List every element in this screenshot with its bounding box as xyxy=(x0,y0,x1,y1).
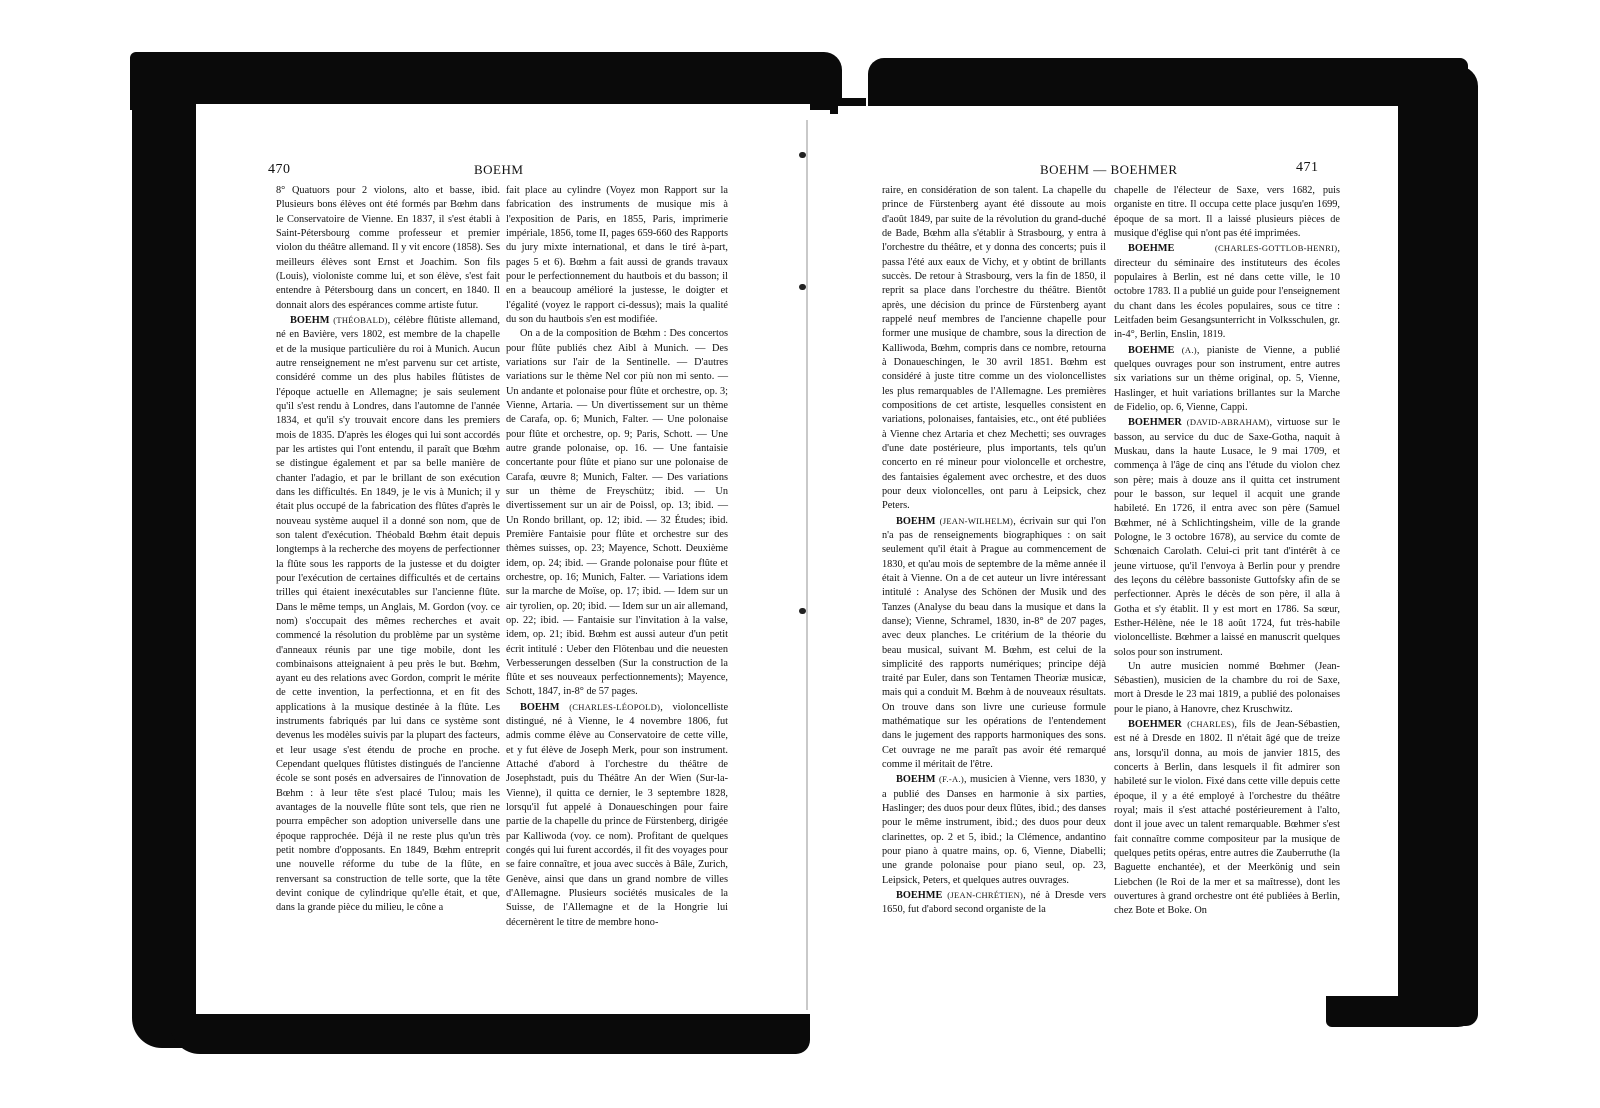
entry-text: 8° Quatuors pour 2 violons, alto et basse, ibid. Plusieurs bons élèves ont été formés par Bœhm dans le Conservatoire de Vienne. En 1837, il s'est établi à Saint-Pétersbourg comme professeur et premier violon du théâtre allemand. Il y vit encore (1858). Ses meilleurs élèves sont Ernst et Joachim. Son fils (Louis), violoniste comme lui, et son élève, s'est fait entendre à Pétersbourg dans un concert, en 1840. Il donnait alors des espérances comme artiste futur. xyxy=(276,185,500,311)
entry-headword: BOEHME xyxy=(896,890,943,902)
entry-qualifier: (DAVID-ABRAHAM) xyxy=(1186,417,1270,428)
left-page-number: 470 xyxy=(268,162,291,177)
entry-qualifier: (CHARLES-GOTTLOB-HENRI) xyxy=(1214,243,1338,254)
entry-paragraph xyxy=(1114,241,1340,342)
entry-text: , fils de Jean-Sébastien, est né à Dresde en 1802. Il n'était âgé que de treize ans, lorsqu'il donna, au mois de janvier 1815, des concerts à Berlin, dans lesquels il fit admirer son habileté sur le violon. Fixé dans cette ville depuis cette époque, il y a été employé à l'orchestre du théâtre royal; mais il s'est attaché postérieurement à l'alto, dont il joue avec un talent remarquable. Bœhmer s'est fait connaître comme compositeur par la musique de quelques petits opéras, entre autres die Zauberruthe (la Baguette enchantée), et der Meerkönig und sein Liebchen (le Roi de la mer et sa maîtresse), dont les ouvertures à grand orchestre ont été publiées à Berlin, chez Bote et Boke. On xyxy=(1114,719,1341,917)
text-paragraph xyxy=(506,184,728,327)
entry-headword: BOEHMER xyxy=(1128,719,1182,731)
entry-paragraph xyxy=(276,313,500,916)
entry-text: , directeur du séminaire des instituteurs des écoles populaires à Berlin, est né dans cette ville, le 10 octobre 1783. Il a publié un guide pour l'enseignement du chant dans les écoles populaires, sous ce titre : Leitfaden beim Gesangsunterricht in Volksschulen, gr. in-4°, Berlin, Enslin, 1819. xyxy=(1114,243,1340,341)
entry-text: raire, en considération de son talent. La chapelle du prince de Fürstenberg ayant été dissoute au mois d'août 1849, par suite de la révolution du grand-duché de Bade, Bœhm alla s'établir à Strasbourg, y entra à l'orchestre du théâtre, et y donna des concerts; puis il passa l'été aux eaux de Vichy, et y obtint de brillants succès. De retour à Strasbourg, vers la fin de 1850, il reprit sa place dans l'orchestre du théâtre. Bientôt après, une décision du prince de Fürstenberg ayant rappelé neuf membres de l'ancienne chapelle pour former une musique de chambre, sous la direction de Kalliwoda, Bœhm, compris dans ce nombre, retourna à Donaueschingen, le 30 avril 1851. Bœhm est considéré à juste titre comme un des violoncellistes les plus remarquables de l'Allemagne. Les premières compositions de cet artiste, lesquelles consistent en variations, polonaises, fantaisies, etc., ont été publiées à Vienne chez Artaria et chez Mechetti; ses ouvrages d'une date postérieure, plus importants, tels qu'un concerto en ré mineur pour violoncelle et orchestre, des fantaisies également avec orchestre, et des duos pour deux violoncelles, ont paru à Leipsick, chez Peters. xyxy=(882,185,1106,512)
entry-headword: BOEHM xyxy=(896,774,936,786)
entry-paragraph xyxy=(506,700,728,930)
entry-qualifier: (JEAN-CHRÉTIEN) xyxy=(947,890,1024,901)
entry-paragraph xyxy=(882,514,1106,773)
right-running-head: BOEHM — BOEHMER xyxy=(1040,162,1178,177)
right-page-number: 471 xyxy=(1296,160,1319,175)
entry-qualifier: (CHARLES) xyxy=(1187,719,1235,730)
book-gutter xyxy=(806,120,808,1010)
entry-paragraph xyxy=(1114,415,1340,660)
page-edge-left xyxy=(132,88,196,1048)
entry-text: chapelle de l'électeur de Saxe, vers 1682, puis organiste en titre. Il occupa cette place jusqu'en 1699, époque de sa mort. Il a laissé plusieurs pièces de musique d'église qui n'ont pas été imprimées. xyxy=(1114,185,1340,239)
page-edge-right xyxy=(1390,66,1478,1026)
entry-headword: BOEHM xyxy=(290,314,330,326)
entry-qualifier: (A.) xyxy=(1181,344,1197,355)
entry-qualifier: (F.-A.) xyxy=(938,774,964,785)
text-paragraph xyxy=(1114,184,1340,241)
right-page-column-1 xyxy=(882,184,1106,1010)
page-edge-bottom-right xyxy=(1326,995,1476,1027)
entry-text: , né à Dresde vers 1650, fut d'abord second organiste de la xyxy=(882,890,1106,916)
entry-headword: BOEHM xyxy=(520,701,560,713)
entry-text: , virtuose sur le basson, au service du duc de Saxe-Gotha, naquit à Muskau, dans la haute Lusace, le 9 mai 1709, et commença à l'âge de cinq ans l'étude du violon chez son père; mais à douze ans il quitta cet instrument pour le basson, sur lequel il acquit une grande habileté. En 1726, il entra avec son père (Samuel Bœhmer, né à Schlichtingsheim, ville de la grande Pologne, le 3 octobre 1678), au service du comte de Schœnaich Carolath. Celui-ci prit tant d'intérêt à ce jeune virtuose, qu'il l'envoya à Berlin pour y prendre des leçons du célèbre bassoniste Guttofsky afin de se perfectionner. Après le décès de son père, il alla à Gotha et s'y établit. Il y est mort en 1786. Sa sœur, Esther-Hélène, née le 18 août 1724, fut très-habile violoncelliste. Bœhmer a laissé en manuscrit quelques solos pour son instrument. xyxy=(1114,417,1340,658)
entry-text: , musicien à Vienne, vers 1830, y a publié des Danses en harmonie à six parties, Haslinger; des duos pour deux flûtes, ibid.; des danses pour le même instrument, ibid.; des duos pour deux clarinettes, op. 2 et 5, ibid.; la Clémence, andantino pour piano à quatre mains, op. 6, Vienne, Diabelli; une grande polonaise pour piano seul, op. 23, Leipsick, Peters, et quelques autres ouvrages. xyxy=(882,774,1107,886)
entry-paragraph xyxy=(1114,717,1340,919)
entry-qualifier: (CHARLES-LÉOPOLD) xyxy=(569,701,661,712)
entry-text: , violoncelliste distingué, né à Vienne, le 4 novembre 1806, fut admis comme élève au Conservatoire de cette ville, et y fut élève de Joseph Merk, pour son instrument. Attaché d'abord à l'orchestre du théâtre de Josephstadt, puis du Théâtre An der Wien (Sur-la-Vienne), il quitta ce dernier, le 3 septembre 1828, lorsqu'il fut appelé à Donaueschingen pour faire partie de la chapelle du prince de Fürstenberg, dirigée par Kalliwoda (voy. ce nom). Profitant de quelques congés qui lui furent accordés, il fit des voyages pour se faire connaître, et joua avec succès à Bâle, Zurich, Genève, ainsi que dans un grand nombre de villes d'Allemagne. Plusieurs sociétés musicales de la Suisse, de l'Allemagne et de la Hongrie lui décernèrent le titre de membre hono- xyxy=(506,701,729,928)
page-edge-top-right xyxy=(868,58,1468,110)
entry-paragraph xyxy=(882,772,1106,888)
text-paragraph xyxy=(506,327,728,700)
entry-text: fait place au cylindre (Voyez mon Rapport sur la fabrication des instruments de musique mis à l'exposition de Paris, en 1855, Paris, imprimerie impériale, 1856, tome II, pages 659-660 des Rapports du jury mixte international, et dans le tiré à-part, pages 5 et 6). Bœhm a fait aussi de grands travaux pour le perfectionnement du hautbois et du basson; il en a beaucoup amélioré la justesse, le doigter et l'égalité (voyez le rapport ci-dessus); mais la qualité du son du hautbois s'en est modifiée. xyxy=(506,185,728,325)
entry-text: , célèbre flûtiste allemand, né en Bavière, vers 1802, est membre de la chapelle et de la musique particulière du roi à Munich. Aucun autre renseignement ne m'est parvenu sur cet artiste, considéré comme un des plus habiles flûtistes de l'époque actuelle en Allemagne; je sais seulement qu'il s'est rendu à Londres, dans l'automne de l'année 1834, et qu'il s'y trouvait encore dans les premiers mois de 1835. D'après les éloges qui lui sont accordés par les artistes qui l'ont entendu, il paraît que Bœhm se distingue également et par sa belle manière de chanter l'adagio, et par le brillant de son exécution dans les difficultés. En 1849, je le vis à Munich; il y était plus occupé de la fabrication des flûtes d'après le nouveau système auquel il a donné son nom, que de son talent d'exécution. Théobald Bœhm était depuis longtemps à la recherche des moyens de perfectionner la flûte sous les rapports de la justesse et du doigter pour l'exécution de certaines difficultés et de certains trilles qui étaient inexécutables sur l'ancienne flûte. Dans le même temps, un Anglais, M. Gordon (voy. ce nom) s'occupait des mêmes recherches et avait commencé la résolution du problème par un système d'anneaux réunis par une tige mobile, dont les combinaisons atteignaient à peu près le but. Bœhm, ayant eu des relations avec Gordon, comprit le mérite de cette invention, la perfectionna, et en fit des applications à la musique destinée à la flûte. Les instruments fabriqués par lui dans ce système sont devenus les modèles suivis par la plupart des facteurs, et leur usage s'est étendu de proche en proche. Cependant quelques flûtistes distingués de l'ancienne école se sont posés en adversaires de l'innovation de Bœhm : à leur tête s'est placé Tulou; mais les avantages de la nouvelle flûte sont tels, que rien ne pourra empêcher son adoption universelle dans une époque rapprochée. Déjà il ne reste plus qu'un très petit nombre d'opposants. En 1849, Bœhm entreprit une nouvelle réforme du tube de la flûte, en renversant sa construction de telle sorte, que la tête devint conique de cylindrique qu'elle était, et que, dans la grande pièce du milieu, le cône a xyxy=(276,314,500,914)
entry-qualifier: (THÉOBALD) xyxy=(333,314,388,325)
text-paragraph xyxy=(276,184,500,313)
page-edge-bottom-left xyxy=(170,1010,810,1054)
entry-text: , pianiste de Vienne, a publié quelques ouvrages pour son instrument, entre autres six variations sur un thème original, op. 5, Vienne, Haslinger, et huit variations brillantes sur la Marche de Fidelio, op. 6, Vienne, Cappi. xyxy=(1114,344,1340,413)
entry-text: , écrivain sur qui l'on n'a pas de renseignements biographiques : on sait seulement qu'il était à Prague au commencement de 1830, et qu'au mois de septembre de la même année il était à Vienne. On a de cet auteur un livre intéressant intitulé : Analyse des Schönen der Musik und des Tanzes (Analyse du beau dans la musique et dans la danse); Vienne, Schramel, 1830, in-8° de 207 pages, avec deux planches. Le critérium de la théorie du beau musical, suivant M. Bœhm, est celui de la simplicité des rapports numériques; principe déjà traité par Euler, dans son Tentamen Theoriæ musicæ, mais qui a conduit M. Bœhm à de nouveaux résultats. On trouve dans son livre une curieuse formule mathématique sur les opérations de l'entendement dans le jugement des rapports harmoniques des sons. Cet ouvrage ne me paraît pas avoir été remarqué comme il méritait de l'être. xyxy=(882,515,1106,771)
page-edge-top-left xyxy=(130,52,842,110)
entry-qualifier: (JEAN-WILHELM) xyxy=(939,515,1014,526)
gutter-mark xyxy=(799,608,806,614)
right-page-column-2 xyxy=(1114,184,1340,1010)
entry-text: On a de la composition de Bœhm : Des concertos pour flûte publiés chez Aibl à Munich. — Des variations sur l'air de la Sentinelle. — D'autres variations sur le thème Nel cor più non mi sento. — Un andante et polonaise pour flûte et orchestre, op. 3; Vienne, Artaria. — Un divertissement sur un thème de Carafa, op. 6; Munich, Falter. — Une polonaise pour flûte et orchestre, op. 9; Paris, Schott. — Une autre grande polonaise, op. 16. — Une fantaisie concertante pour flûte et piano sur une polonaise de Carafa, œuvre 8; Munich, Falter. — Des variations sur un thème de Freyschütz; ibid. — Un divertissement sur un air de Poissl, op. 13; ibid. — Un Rondo brillant, op. 12; ibid. — 32 Études; ibid. Première Fantaisie pour flûte et orchestre sur des thèmes suisses, op. 23; Mayence, Schott. Deuxième idem, op. 24; ibid. — Grande polonaise pour flûte et orchestre, op. 16; Munich, Falter. — Variations idem sur la marche de Moïse, op. 17; ibid. — Idem sur un air tyrolien, op. 20; ibid. — Idem sur un air allemand, op. 22; ibid. — Fantaisie sur l'invitation à la valse, idem, op. 21; ibid. Bœhm est aussi auteur d'un petit écrit intitulé : Ueber den Flötenbau und die neuesten Verbesserungen desselben (Sur la construction de la flûte et ses nouveaux perfectionnements); Mayence, Schott, 1847, in-8° de 57 pages. xyxy=(506,328,728,698)
text-paragraph xyxy=(1114,660,1340,717)
entry-headword: BOEHMER xyxy=(1128,417,1182,429)
gutter-mark xyxy=(799,284,806,290)
entry-paragraph xyxy=(882,888,1106,918)
entry-headword: BOEHME xyxy=(1128,344,1175,356)
entry-headword: BOEHME xyxy=(1128,243,1175,255)
left-running-head: BOEHM xyxy=(474,162,524,177)
left-page-column-1 xyxy=(276,184,500,1010)
left-page-column-2 xyxy=(506,184,728,1010)
entry-headword: BOEHM xyxy=(896,515,936,527)
entry-text: Un autre musicien nommé Bœhmer (Jean-Sébastien), musicien de la chambre du roi de Saxe, mort à Dresde le 23 mai 1819, a publié des polonaises pour le piano, à Hanovre, chez Kruschwitz. xyxy=(1114,660,1340,715)
gutter-mark xyxy=(799,152,806,158)
entry-paragraph xyxy=(1114,343,1340,416)
text-paragraph xyxy=(882,184,1106,514)
